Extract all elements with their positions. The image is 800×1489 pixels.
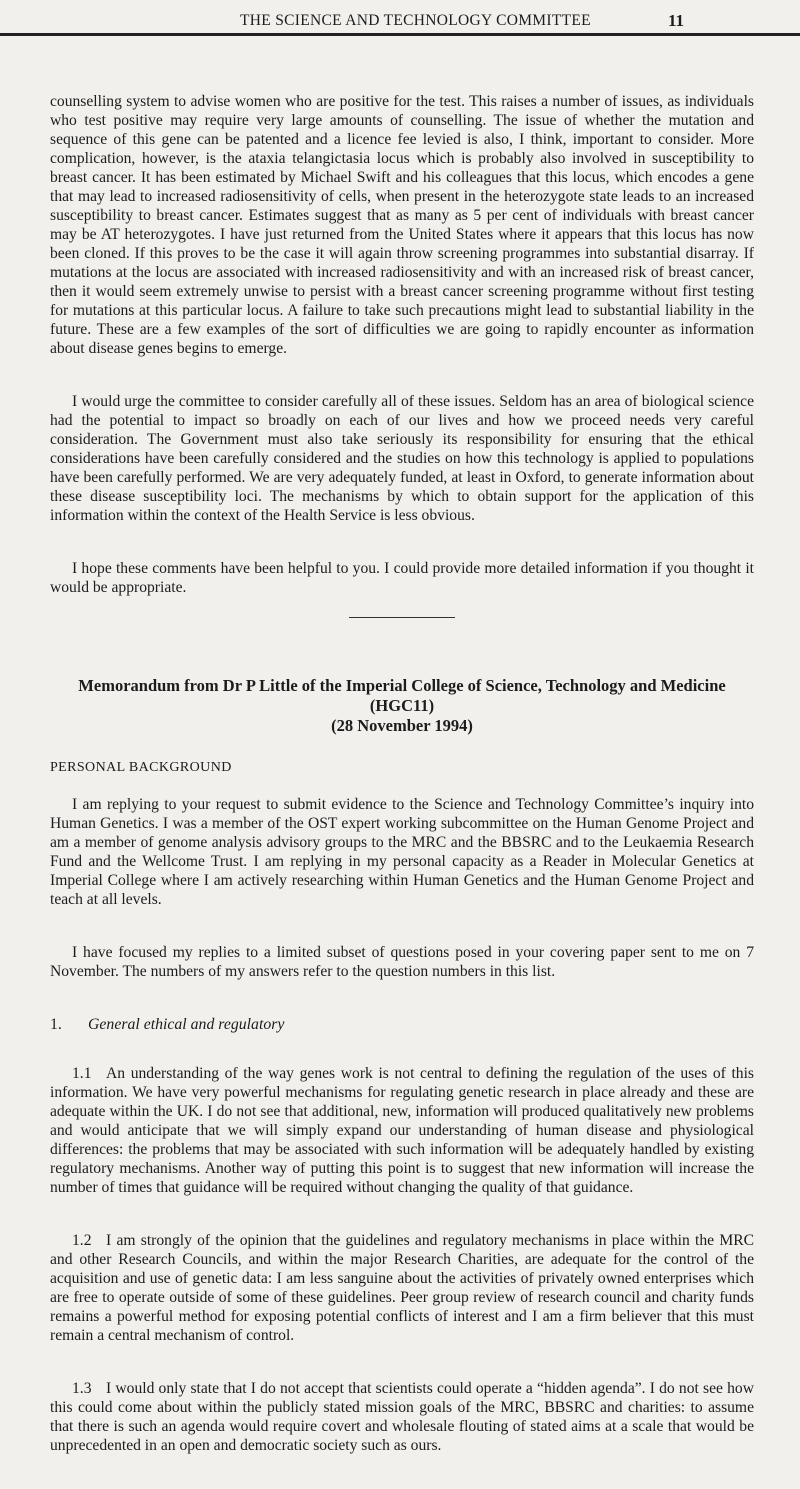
paragraph-urge-committee: I would urge the committee to consider carefully all of these issues. Seldom has an area of biological science had the potential to impact so broadly on each of our lives and how we proceed needs very careful consideration. The Government must also take seriously its responsibility for ensuring that the ethical considerations have been carefully considered and the studies on how this technology is applied to populations have been carefully performed. We are very adequately funded, at least in Oxford, to generate information about these disease susceptibility loci. The mechanisms by which to obtain support for the application of this information within the context of the Health Service is less obvious.: [50, 393, 754, 524]
memorandum-date: (28 November 1994): [331, 716, 473, 735]
section-heading-number: 1.: [50, 1016, 62, 1033]
paragraph-1-3: [50, 1379, 754, 1455]
paragraph-number: 1.3: [72, 1380, 92, 1397]
header-rule: [0, 33, 800, 36]
paragraph-1-2: [50, 1231, 754, 1345]
section-label-personal-background: PERSONAL BACKGROUND: [50, 760, 232, 775]
section-divider: [349, 617, 455, 618]
page-number: 11: [668, 11, 685, 30]
paragraph-1-1: [50, 1064, 754, 1197]
section-heading-text: General ethical and regulatory: [88, 1016, 285, 1033]
page-header: [0, 0, 800, 34]
paragraph-focused-replies: I have focused my replies to a limited subset of questions posed in your covering paper sent to me on 7 November. The numbers of my answers refer to the question numbers in this list.: [50, 944, 754, 980]
paragraph-continued: counselling system to advise women who are positive for the test. This raises a number of issues, as individuals who test positive may require very large amounts of counselling. The issue of whether the mutation and sequence of this gene can be patented and a licence fee levied is also, I think, important to consider. More complication, however, is the ataxia telangictasia locus which is probably also involved in susceptibility to breast cancer. It has been estimated by Michael Swift and his colleagues that this locus, which encodes a gene that may lead to increased radiosensitivity of cells, when present in the heterozygote state leads to an increased susceptibility to breast cancer. Estimates suggest that as many as 5 per cent of individuals with breast cancer may be AT heterozygotes. I have just returned from the United States where it appears that this locus has now been cloned. If this proves to be the case it will again throw screening programmes into substantial disarray. If mutations at the locus are associated with increased radiosensitivity and with an increased risk of breast cancer, then it would seem extremely unwise to persist with a breast cancer screening programme without first testing for mutations at this particular locus. A failure to take such precautions might lead to substantial liability in the future. These are a few examples of the sort of difficulties we are going to rapidly encounter as information about disease genes begins to emerge.: [50, 93, 754, 357]
paragraph-number: 1.2: [72, 1232, 92, 1249]
memorandum-title: [50, 676, 754, 736]
paragraph-closing: I hope these comments have been helpful to you. I could provide more detailed information if you thought it would be appropriate.: [50, 560, 754, 596]
paragraph-personal-background: I am replying to your request to submit evidence to the Science and Technology Committee’s inquiry into Human Genetics. I was a member of the OST expert working subcommittee on the Human Genome Project and am a member of genome analysis advisory groups to the MRC and the BBSRC and to the Leukaemia Research Fund and the Wellcome Trust. I am replying in my personal capacity as a Reader in Molecular Genetics at Imperial College where I am actively researching within Human Genetics and the Human Genome Project and teach at all levels.: [50, 796, 754, 908]
section-heading-general-ethical: [50, 1015, 754, 1034]
paragraph-text: An understanding of the way genes work is not central to defining the regulation of the uses of this information. We have very powerful mechanisms for regulating genetic research in place already and these are adequate within the UK. I do not see that additional, new, information will produced qualitatively new problems and would anticipate that we will simply expand our understanding of human disease and physiological differences: the problems that may be associated with such information will be adequately handled by existing regulatory mechanisms. Another way of putting this point is to suggest that new information will increase the number of times that guidance will be required without changing the quality of that guidance.: [50, 1065, 754, 1196]
page-body: [50, 92, 754, 1489]
paragraph-number: 1.1: [72, 1065, 92, 1082]
memorandum-title-line1: Memorandum from Dr P Little of the Imperial College of Science, Technology and Medicine (HGC11): [78, 676, 726, 715]
paragraph-text: I would only state that I do not accept that scientists could operate a “hidden agenda”. I do not see how this could come about within the publicly stated mission goals of the MRC, BBSRC and charities: to assume that there is such an agenda would require covert and wholesale flouting of stated aims at a scale that would be unprecedented in an open and democratic society such as ours.: [50, 1380, 754, 1454]
running-title: THE SCIENCE AND TECHNOLOGY COMMITTEE: [240, 12, 591, 29]
paragraph-text: I am strongly of the opinion that the guidelines and regulatory mechanisms in place within the MRC and other Research Councils, and within the major Research Charities, are adequate for the control of the acquisition and use of genetic data: I am less sanguine about the activities of privately owned enterprises which are free to operate outside of some of these guidelines. Peer group review of research council and charity funds remains a powerful method for exposing potential conflicts of interest and I am a firm believer that this must remain a central mechanism of control.: [50, 1232, 754, 1344]
